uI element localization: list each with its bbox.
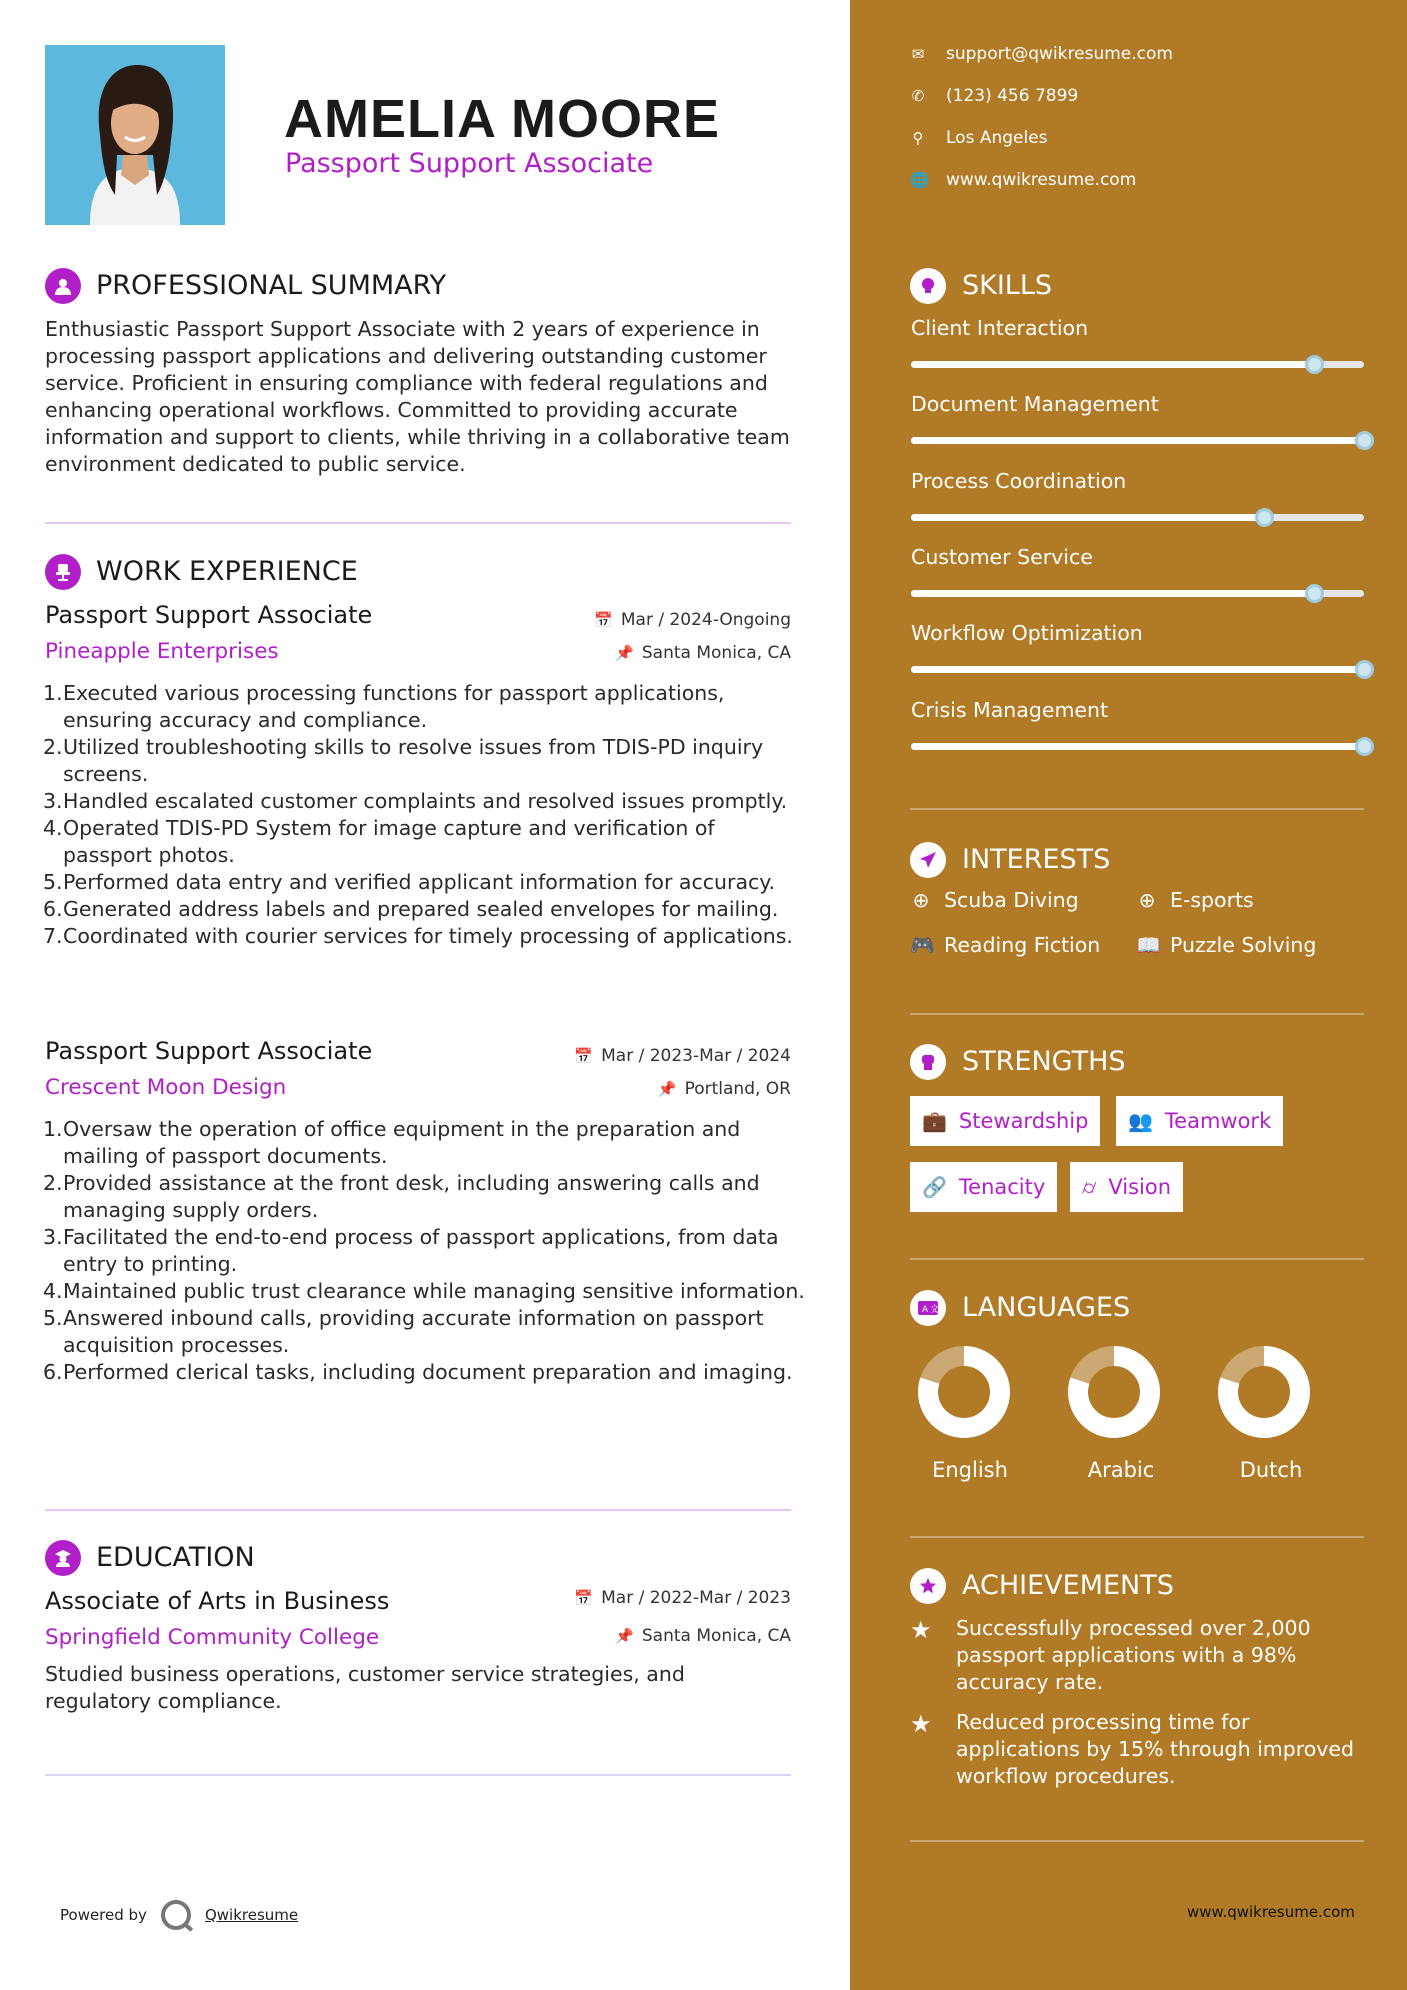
job-location: 📌 Portland, OR	[657, 1079, 791, 1099]
link-icon: 🔗	[922, 1175, 947, 1199]
skill-fill	[911, 514, 1264, 521]
achievement-item: ★ Successfully processed over 2,000 passport applications with a 98% accuracy rate.	[910, 1616, 1311, 1694]
contact-email[interactable]: ✉ support@qwikresume.com	[911, 44, 1173, 64]
achievements-title: ACHIEVEMENTS	[962, 1570, 1174, 1601]
education-dates: 📅 Mar / 2022-Mar / 2023	[574, 1588, 791, 1608]
lifebuoy-icon: ⊕	[1138, 888, 1156, 912]
calendar-icon: 📅	[594, 611, 613, 629]
skill-bar	[911, 437, 1364, 444]
divider	[910, 1536, 1364, 1538]
lifebuoy-icon: ⊕	[912, 888, 930, 912]
skill-fill	[911, 590, 1314, 597]
language-label: English	[932, 1458, 1008, 1482]
star-icon: ★	[910, 1710, 932, 1738]
skill-knob	[1355, 660, 1374, 679]
strength-chip: 👥 Teamwork	[1116, 1096, 1283, 1146]
job-title: Passport Support Associate	[45, 601, 373, 629]
divider	[45, 1774, 791, 1776]
skill-bar	[911, 514, 1364, 521]
interest-item: 🎮 Reading Fiction	[910, 933, 1101, 957]
languages-title: LANGUAGES	[962, 1292, 1131, 1323]
brand-link[interactable]: Qwikresume	[204, 1906, 299, 1924]
star-icon: ★	[910, 1616, 932, 1644]
divider	[45, 522, 791, 524]
mail-icon: ✉	[911, 45, 925, 63]
paper-plane-icon	[910, 842, 946, 878]
users-icon: 👥	[1128, 1109, 1153, 1133]
map-pin-icon: ⚲	[912, 129, 924, 147]
skill-knob	[1355, 431, 1374, 450]
skill-bar	[911, 743, 1364, 750]
skill-label: Document Management	[911, 392, 1159, 416]
list-item: 6. Performed clerical tasks, including document preparation and imaging.	[43, 1360, 793, 1384]
skill-label: Process Coordination	[911, 469, 1127, 493]
fist-icon	[910, 1044, 946, 1080]
divider	[910, 1258, 1364, 1260]
list-item: 3. Handled escalated customer complaints and resolved issues promptly.	[43, 789, 788, 813]
summary-title: PROFESSIONAL SUMMARY	[96, 270, 447, 301]
language-ring	[1066, 1344, 1162, 1440]
list-item: 1. Oversaw the operation of office equipment in the preparation and mailing of passport documents.	[43, 1117, 741, 1168]
interest-item: 📖 Puzzle Solving	[1136, 933, 1317, 957]
pin-icon: 📌	[615, 644, 634, 662]
education-title: EDUCATION	[96, 1542, 255, 1573]
skill-knob	[1355, 737, 1374, 756]
calendar-icon: 📅	[574, 1589, 594, 1607]
job-bullets	[45, 1116, 805, 1386]
degree-title: Associate of Arts in Business	[45, 1587, 390, 1615]
footer-website[interactable]: www.qwikresume.com	[1187, 1903, 1355, 1921]
lightbulb-icon	[910, 268, 946, 304]
divider	[910, 1840, 1364, 1842]
list-item: 4. Operated TDIS-PD System for image capture and verification of passport photos.	[43, 816, 715, 867]
interests-title: INTERESTS	[962, 844, 1111, 875]
language-label: Arabic	[1087, 1458, 1155, 1482]
pin-icon: 📌	[615, 1627, 634, 1645]
contact-website[interactable]: 🌐 www.qwikresume.com	[910, 170, 1137, 190]
language-label: Dutch	[1239, 1458, 1303, 1482]
graduate-icon	[45, 1540, 81, 1576]
skill-bar	[911, 590, 1364, 597]
strength-chip: 🔗 Tenacity	[910, 1162, 1057, 1212]
job-title: Passport Support Associate	[45, 1037, 373, 1065]
strength-chip: 💼 Stewardship	[910, 1096, 1100, 1146]
list-item: 1. Executed various processing functions for passport applications, ensuring accuracy and compliance.	[43, 681, 725, 732]
contact-location: ⚲ Los Angeles	[910, 128, 1048, 148]
list-item: 4. Maintained public trust clearance while managing sensitive information.	[43, 1279, 805, 1303]
briefcase-icon: 💼	[922, 1109, 947, 1133]
job-bullets	[45, 680, 805, 950]
job-company: Crescent Moon Design	[45, 1075, 287, 1100]
job-dates: 📅 Mar / 2023-Mar / 2024	[574, 1046, 791, 1066]
skill-label: Client Interaction	[911, 316, 1089, 340]
list-item: 6. Generated address labels and prepared sealed envelopes for mailing.	[43, 897, 779, 921]
strengths-title: STRENGTHS	[962, 1046, 1126, 1077]
divider	[45, 1509, 791, 1511]
list-item: 2. Utilized troubleshooting skills to resolve issues from TDIS-PD inquiry screens.	[43, 735, 764, 786]
experience-title: WORK EXPERIENCE	[96, 556, 358, 587]
skill-fill	[911, 361, 1314, 368]
skill-fill	[911, 743, 1364, 750]
interest-item: ⊕ E-sports	[1136, 888, 1254, 912]
translate-icon	[910, 1290, 946, 1326]
candidate-role: Passport Support Associate	[285, 148, 654, 179]
list-item: 7. Coordinated with courier services for timely processing of applications.	[43, 924, 793, 948]
svg-text:文: 文	[930, 1305, 940, 1315]
star-badge-icon	[910, 1568, 946, 1604]
globe-icon: 🌐	[910, 171, 929, 189]
education-text: Studied business operations, customer service strategies, and regulatory compliance.	[45, 1662, 685, 1713]
education-location: 📌 Santa Monica, CA	[615, 1626, 791, 1646]
job-dates: 📅 Mar / 2024-Ongoing	[594, 610, 791, 630]
interest-item: ⊕ Scuba Diving	[910, 888, 1079, 912]
skill-fill	[911, 437, 1364, 444]
list-item: 2. Provided assistance at the front desk, including answering calls and managing supply orders.	[43, 1171, 760, 1222]
skill-bar	[911, 666, 1364, 673]
pin-icon: 📌	[657, 1080, 677, 1098]
list-item: 5. Performed data entry and verified applicant information for accuracy.	[43, 870, 776, 894]
strength-chip: ⌭ Vision	[1070, 1162, 1183, 1212]
calendar-icon: 📅	[574, 1047, 594, 1065]
skill-fill	[911, 666, 1364, 673]
skill-label: Workflow Optimization	[911, 621, 1143, 645]
svg-text:A: A	[922, 1305, 929, 1315]
skill-label: Crisis Management	[911, 698, 1109, 722]
phone-icon: ✆	[911, 87, 925, 105]
job-company: Pineapple Enterprises	[45, 639, 279, 664]
skills-title: SKILLS	[962, 270, 1053, 301]
job-location: 📌 Santa Monica, CA	[615, 643, 791, 663]
language-ring	[1216, 1344, 1312, 1440]
book-icon: 📖	[1136, 933, 1161, 957]
qwikresume-logo-icon	[161, 1900, 191, 1930]
divider	[910, 808, 1364, 810]
candidate-name: AMELIA MOORE	[284, 89, 720, 149]
skill-label: Customer Service	[911, 545, 1093, 569]
achievement-item: ★ Reduced processing time for applications by 15% through improved workflow procedures.	[910, 1710, 1355, 1788]
list-item: 5. Answered inbound calls, providing accurate information on passport acquisition processes.	[43, 1306, 764, 1357]
divider	[910, 1013, 1364, 1015]
school-name: Springfield Community College	[45, 1625, 380, 1650]
gamepad-icon: 🎮	[910, 933, 935, 957]
summary-text: Enthusiastic Passport Support Associate with 2 years of experience in processing passport applications and delivering outstanding customer service. Proficient in ensuring compliance with federal regulations and enhancing operational workflows. Committed to providing accurate information and support to clients, while thriving in a collaborative team environment dedicated to public service.	[45, 317, 790, 476]
powered-by: Powered by Qwikresume	[60, 1900, 298, 1930]
list-item: 3. Facilitated the end-to-end process of passport applications, from data entry to printing.	[43, 1225, 779, 1276]
user-icon	[45, 268, 81, 304]
contact-phone[interactable]: ✆ (123) 456 7899	[911, 86, 1079, 106]
chair-icon	[45, 554, 81, 590]
language-ring	[916, 1344, 1012, 1440]
skill-bar	[911, 361, 1364, 368]
profile-photo	[45, 45, 225, 225]
binoculars-icon: ⌭	[1082, 1175, 1097, 1199]
